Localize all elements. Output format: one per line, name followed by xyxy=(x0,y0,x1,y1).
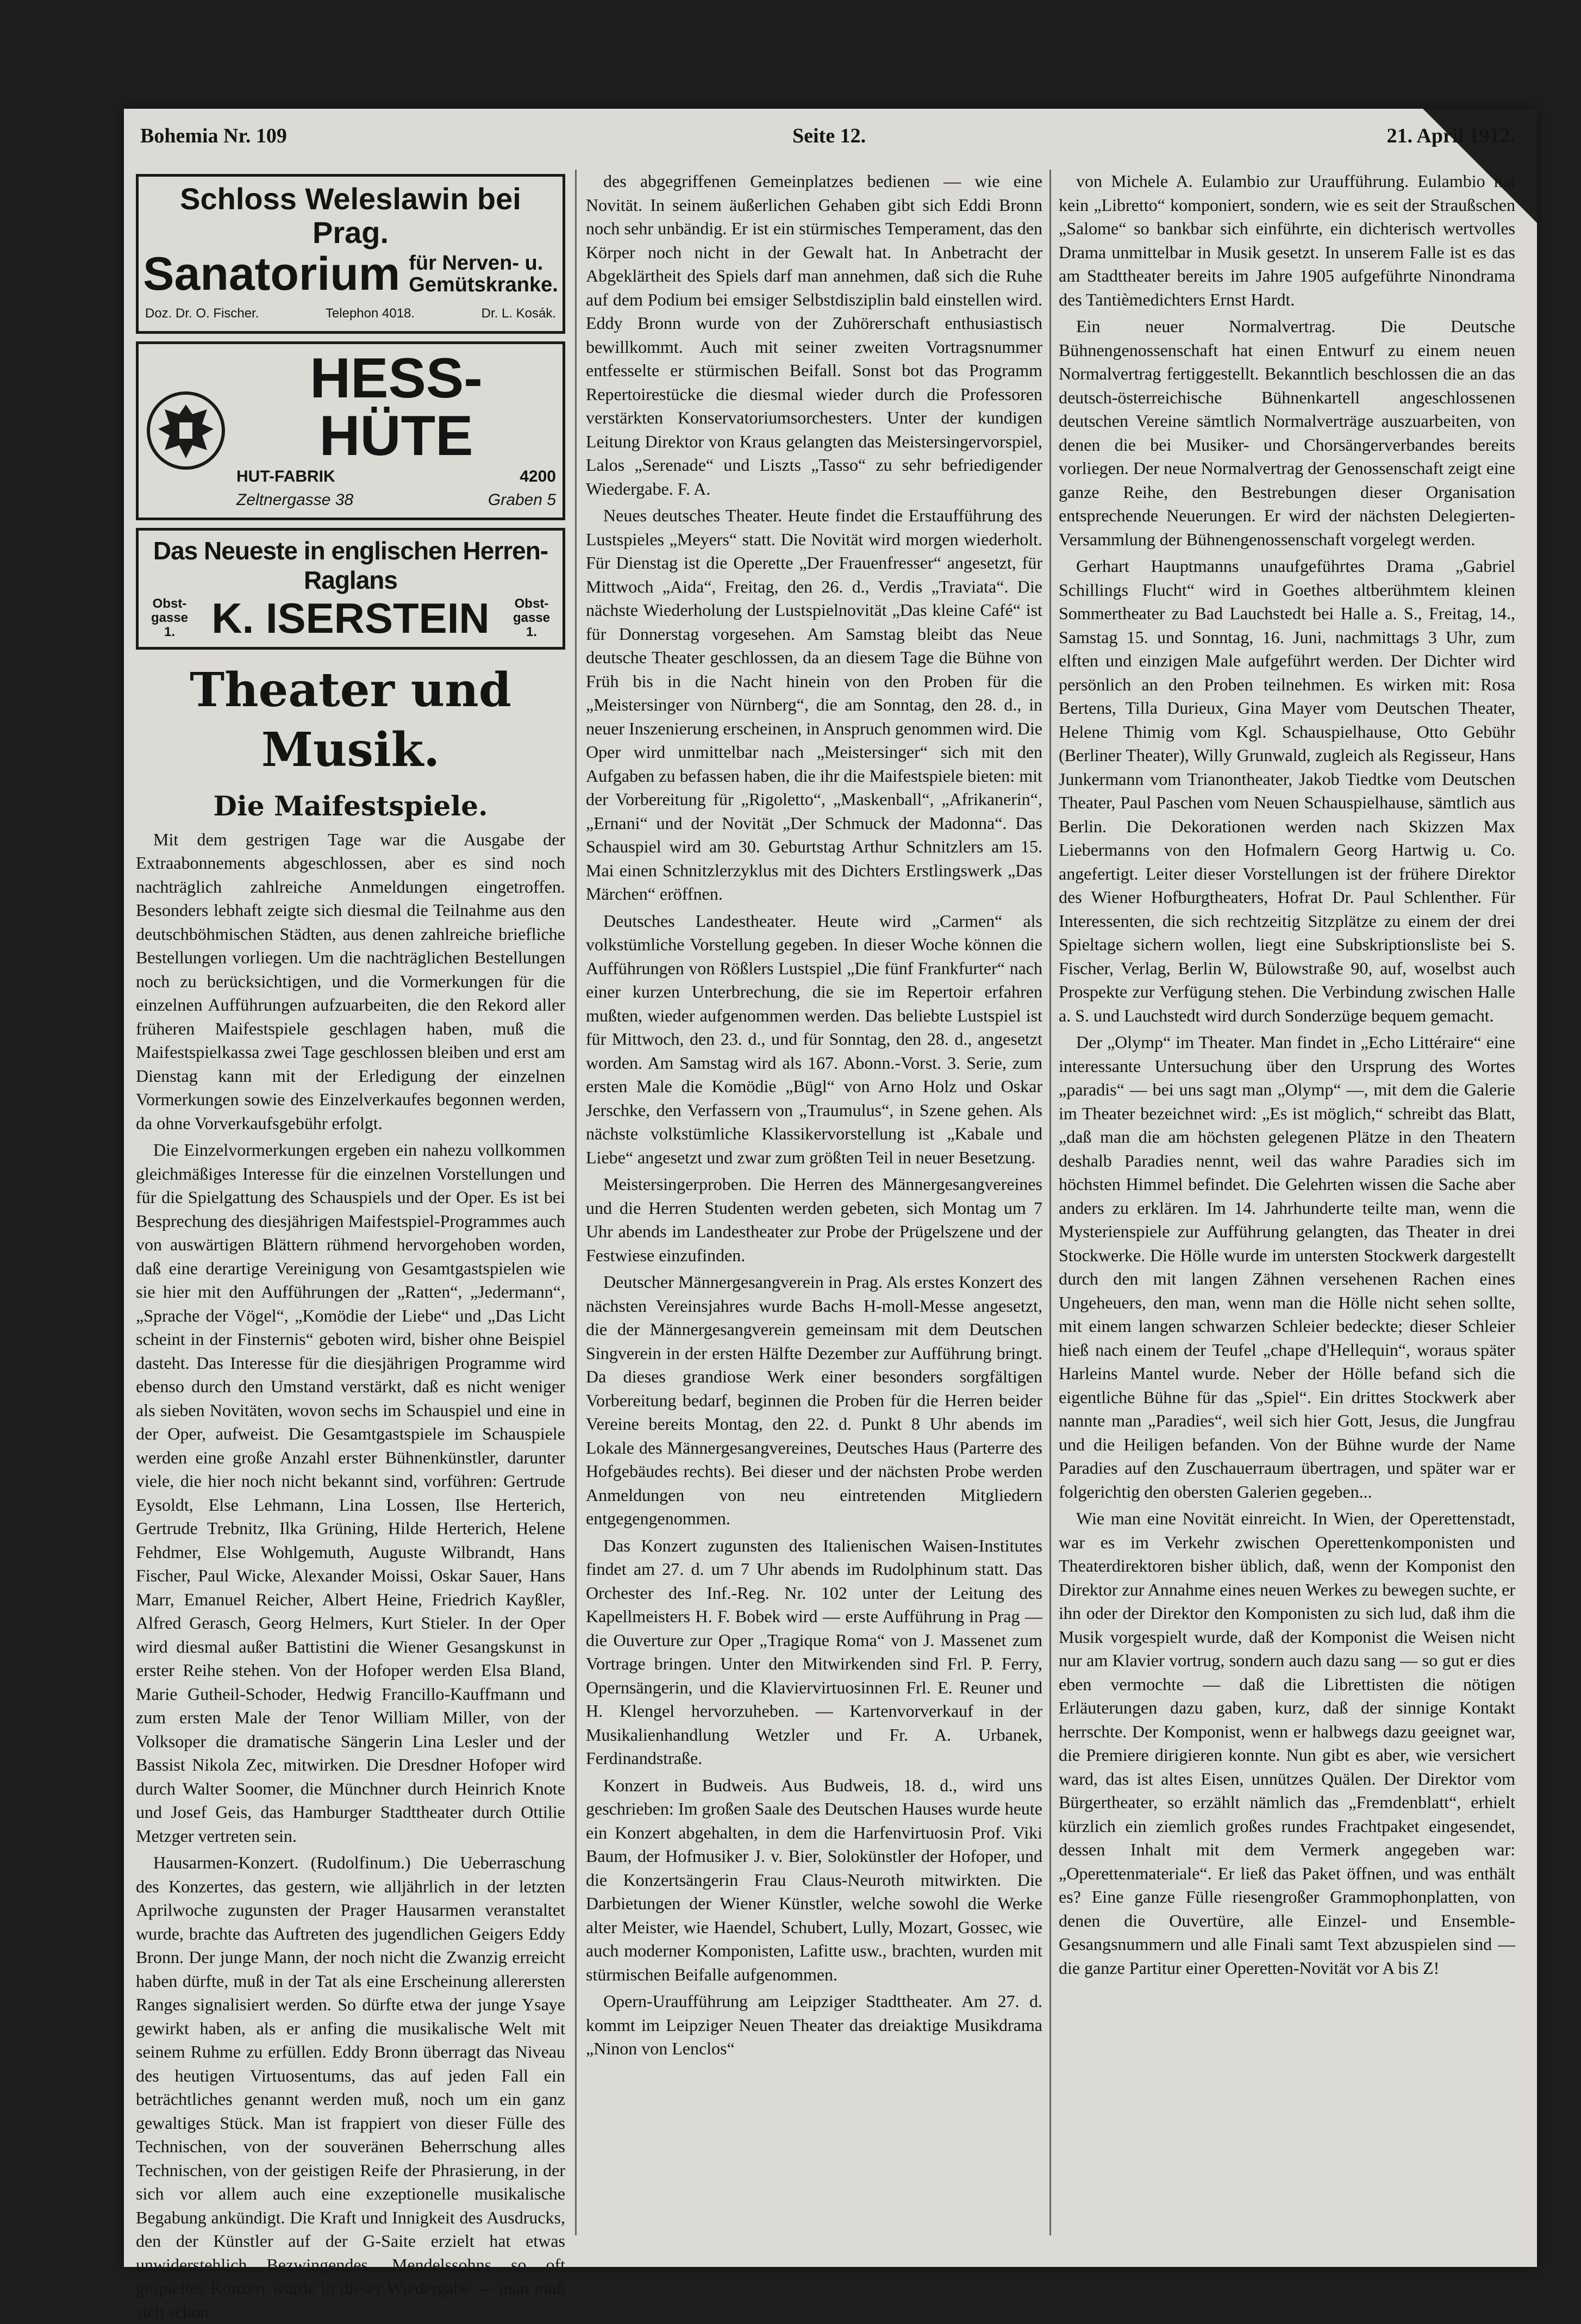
column-1 xyxy=(136,170,565,2322)
ad-hess-sub: HUT-FABRIK xyxy=(236,467,335,485)
ad-iserstein-line1: Das Neueste in englischen Herren-Raglans xyxy=(153,536,548,594)
paragraph: Gerhart Hauptmanns unaufgeführtes Drama „Gabriel Schillings Flucht“ wird in Goethes altberühmtem kleinen Sommertheater zu Bad Lauchstedt bei Halle a. S., Freitag, 14., Samstag 15. und Sonntag, 16. Juni, nachmittags 3 Uhr, zum elften und einzigen Male aufgeführt werden. Der Dichter wird persönlich an den Proben teilnehmen. Es wirken mit: Rosa Bertens, Tilla Durieux, Gina Mayer vom Deutschen Theater, Helene Thimig vom Kgl. Schauspielhause, Otto Gebühr (Berliner Theater), Willy Grunwald, zugleich als Regisseur, Hans Junkermann vom Trianontheater, Jakob Tiedtke vom Deutschen Theater, Paul Paschen vom Neuen Schauspielhause, sämtlich aus Berlin. Die Dekorationen werden nach Skizzen Max Liebermanns von den Hofmalern Georg Hartwig u. Co. angefertigt. Leiter dieser Vorstellungen ist der frühere Direktor des Wiener Hofburgtheaters, Hofrat Dr. Paul Schlenther. Für Interessenten, die sich rechtzeitig Sitzplätze zu einem der drei Spieltage sichern wollen, liegt eine Subskriptionsliste bei S. Fischer, Verlag, Berlin W, Bülowstraße 90, auf, woselbst auch Prospekte zur Verfügung stehen. Die Verbindung zwischen Halle a. S. und Lauchstedt wird durch Sonderzüge bequem gemacht. xyxy=(1059,556,1515,1025)
paragraph: von Michele A. Eulambio zur Uraufführung. Eulambio hat kein „Libretto“ komponiert, sondern, wie es seit der Straußschen „Salome“ so bankbar sich einführte, ein dichterisch wertvolles Drama unmittelbar in Musik gesetzt. In unserem Falle ist es das am Stadttheater bereits im Jahre 1905 aufgeführte Ninondrama des Tantièmedichters Ernst Hardt. xyxy=(1059,171,1515,309)
ad-iserstein xyxy=(136,528,565,650)
ad-sanatorium-line1: Schloss Weleslawin bei Prag. xyxy=(180,182,521,250)
ad-hess-addr-right: Graben 5 xyxy=(488,491,556,509)
ad-sanatorium-sub: für Nerven- u. Gemütskranke. xyxy=(409,252,558,296)
article-title: Die Maifestspiele. xyxy=(213,789,488,822)
paragraph: Deutsches Landestheater. Heute wird „Carmen“ als volkstümliche Vorstellung gegeben. In dieser Woche können die Aufführungen von Rößlers Lustspiel „Die fünf Frankfurter“ nach einer kurzen Unterbrechung, die sie im Repertoir erfahren mußten, wieder aufgenommen werden. Das beliebte Lustspiel ist für Mittwoch, den 23. d., und für Sonntag, den 28. d., angesetzt worden. Am Samstag wird als 167. Abonn.-Vorst. 3. Serie, zum ersten Male die Komödie „Bügl“ von Arno Holz und Oskar Jerschke, den Verfassern von „Traumulus“, in Szene gehen. Als nächste volkstümliche Klassikervorstellung ist „Kabale und Liebe“ angesetzt und zwar zum größten Teil in neuer Besetzung. xyxy=(586,911,1042,1167)
header-center: Seite 12. xyxy=(792,124,866,147)
ad-sanatorium xyxy=(136,174,565,334)
ad-iserstein-side-right: Obst-gasse 1. xyxy=(513,596,551,639)
paragraph: Ein neuer Normalvertrag. Die Deutsche Bühnengenossenschaft hat einen Entwurf zu einem neuen Normalvertrag fertiggestellt. Bekanntlich beschlossen die an das deutsch-österreichische Bühnenkartell angeschlossenen deutschen Vereine sämtlich Normalverträge auszuarbeiten, von denen die bei Musiker- und Chorsängerverbandes bereits vorliegen. Der neue Normalvertrag der Genossenschaft zeigt eine ganze Reihe, den Bestrebungen dieser Organisation entsprechende Neuerungen. Er wird der nächsten Delegierten-Versammlung der Bühnengenossenschaft vorgelegt werden. xyxy=(1059,316,1515,549)
page-header xyxy=(140,124,1515,157)
ad-sanatorium-left: Doz. Dr. O. Fischer. xyxy=(145,306,259,321)
newspaper-page xyxy=(124,109,1537,2322)
header-right: 21. April 1912. xyxy=(1386,124,1515,147)
paragraph: Das Konzert zugunsten des Italienischen Waisen-Institutes findet am 27. d. um 7 Uhr abends im Rudolphinum statt. Das Orchester des Inf.-Reg. Nr. 102 unter der Leitung des Kapellmeisters H. F. Bobek wird — erste Aufführung in Prag — die Ouverture zur Oper „Tragique Roma“ von J. Massenet zum Vortrage bringen. Unter den Mitwirkenden sind Frl. P. Ferry, Opernsängerin, und die Klaviervirtuosinnen Frl. E. Reuner und H. Klengel hervorzuheben. — Kartenvorverkauf in der Musikalienhandlung Wetzler und Fr. A. Urbanek, Ferdinandstraße. xyxy=(586,1535,1042,1768)
ad-sanatorium-right: Dr. L. Kosák. xyxy=(481,306,556,321)
column-2 xyxy=(586,170,1042,2235)
paragraph: des abgegriffenen Gemeinplatzes bedienen — wie eine Novität. In seinem äußerlichen Gehaben gibt sich Eddi Bronn noch sehr unbändig. Er ist ein stürmisches Temperament, das den Körper noch nicht in der Gewalt hat. In Anbetracht der Abgeklärtheit des Spiels darf man annehmen, daß sich die Ruhe auf dem Podium bei emsiger Selbstdisziplin bald einstellen wird. Eddy Bronn wurde von der Zuhörerschaft enthusiastisch bewillkommt. Auch mit seiner zweiten Vortragsnummer entfesselte er stürmischen Beifall. Sonst bot das Programm Repertoirestücke die diesmal wieder durch die Professoren verstärkten Konservatoriumsorchesters. Unter der kundigen Leitung Direktor von Kraus gelangten das Meistersingervorspiel, Lalos „Serenade“ und Liszts „Tasso“ zu sehr befriedigender Wiedergabe. F. A. xyxy=(586,171,1042,499)
paragraph: Opern-Uraufführung am Leipziger Stadttheater. Am 27. d. kommt im Leipziger Neuen Theater das dreiaktige Musikdrama „Ninon von Lenclos“ xyxy=(586,1991,1042,2058)
ad-sanatorium-name: Sanatorium xyxy=(143,248,401,300)
eagle-crest-icon xyxy=(145,390,227,471)
ad-hess-huete xyxy=(136,341,565,520)
ad-iserstein-name: K. ISERSTEIN xyxy=(211,594,490,642)
ad-hess-name: HESS-HÜTE xyxy=(310,346,483,468)
paragraph: Meistersingerproben. Die Herren des Männergesangvereines und die Herren Studenten werden gebeten, sich Montag um 7 Uhr abends im Landestheater zur Probe der Prügelszene und der Festwiese einzufinden. xyxy=(586,1174,1042,1265)
paragraph: Deutscher Männergesangverein in Prag. Als erstes Konzert des nächsten Vereinsjahres wurde Bachs H-moll-Messe angesetzt, die der Männergesangverein gemeinsam mit dem Deutschen Singverein in der ersten Hälfte Dezember zur Aufführung bringt. Da dieses grandiose Werk einer besonders sorgfältigen Vorbereitung bedarf, beginnen die Proben für die Herren beider Vereine bereits Montag, den 22. d. Punkt 8 Uhr abends im Lokale des Männergesangvereines, Deutsches Haus (Parterre des Hofgebäudes rechts). Bei dieser und der nächsten Probe werden Anmeldungen von neu eintretenden Mitgliedern entgegengenommen. xyxy=(586,1272,1042,1528)
section-title: Theater und Musik. xyxy=(190,662,511,777)
column-3 xyxy=(1059,170,1515,2235)
column-rule xyxy=(575,170,577,2235)
column-rule xyxy=(1049,170,1051,2235)
ad-hess-addr-left: Zeltnergasse 38 xyxy=(236,491,354,509)
ad-iserstein-side-left: Obst-gasse 1. xyxy=(151,596,189,639)
header-left: Bohemia Nr. 109 xyxy=(140,124,287,147)
paragraph: Neues deutsches Theater. Heute findet die Erstaufführung des Lustspieles „Meyers“ statt. Die Novität wird morgen wiederholt. Für Dienstag ist die Operette „Der Frauenfresser“ angesetzt, für Mittwoch „Aida“, Freitag, den 26. d., Verdis „Traviata“. Die nächste Wiederholung der Lustspielnovität „Das kleine Café“ ist für Donnerstag vorgesehen. Am Samstag bleibt das Neue deutsche Theater geschlossen, da an diesem Tage die Bühne von Früh bis in die Nacht hinein von den Proben für die „Meistersinger von Nürnberg“, die am Sonntag, den 28. d., in neuer Inszenierung erscheinen, in Anspruch genommen wird. Die Oper wird unmittelbar nach „Meistersinger“ sich mit den Aufgaben zu befassen haben, die ihr die Maifestspiele bieten: mit der Vorbereitung für „Rigoletto“, „Maskenball“, „Afrikanerin“, „Ernani“ und der Novität „Der Schmuck der Madonna“. Das Schauspiel wird am 30. Geburtstag Arthur Schnitzlers am 15. Mai einen Schnitzlerzyklus mit des Dichters Erstlingswerk „Das Märchen“ eröffnen. xyxy=(586,506,1042,904)
ad-hess-phone: 4200 xyxy=(520,467,556,485)
ad-sanatorium-phone: Telephon 4018. xyxy=(325,306,415,321)
paragraph: Konzert in Budweis. Aus Budweis, 18. d., wird uns geschrieben: Im großen Saale des Deutschen Hauses wurde heute ein Konzert abgehalten, in dem die Harfenvirtuosin Prof. Viki Baum, der Hofmusiker J. v. Bier, Solokünstler der Hofoper, und die Konzertsängerin Frau Claus-Neuroth mitwirkten. Die Darbietungen der Wiener Künstler, welche sowohl die Werke alter Meister, wie Haendel, Schubert, Lully, Mozart, Gossec, wie auch moderner Komponisten, Lafitte usw., brachten, wurden mit stürmischen Beifalle aufgenommen. xyxy=(586,1775,1042,1984)
paragraph: Die Einzelvormerkungen ergeben ein nahezu vollkommen gleichmäßiges Interesse für die einzelnen Vorstellungen und für die Spielgattung des Schauspiels und der Oper. Es ist bei Besprechung des diesjährigen Maifestspiel-Programmes auch von auswärtigen Blättern rühmend hervorgehoben worden, daß eine derartige Vereinigung von Gesamtgastspielen wie sie hier mit den Aufführungen der „Ratten“, „Jedermann“, „Sprache der Vögel“, „Komödie der Liebe“ und „Das Licht scheint in der Finsternis“ geboten wird, bisher ohne Beispiel dasteht. Das Interesse für die diesjährigen Programme wird ebenso durch den Umstand verstärkt, daß es nicht weniger als sieben Novitäten, wovon sechs im Schauspiel und eine in der Oper, aufweist. Die Gesamtgastspiele im Schauspiele werden eine große Anzahl erster Bühnenkünstler, darunter viele, die hier noch nicht bekannt sind, vorführen: Gertrude Eysoldt, Else Lehmann, Lina Lossen, Ilse Herterich, Gertrude Trebnitz, Ilka Grüning, Hilde Herterich, Helene Fehdmer, Else Wohlgemuth, Auguste Wilbrandt, Hans Fischer, Paul Wicke, Alexander Moissi, Oskar Sauer, Hans Marr, Emanuel Reicher, Albert Heine, Friedrich Kayßler, Alfred Gerasch, Georg Helmers, Kurt Stieler. In der Oper wird diesmal außer Battistini die Wiener Gesangskunst in erster Reihe stehen. Von der Hofoper werden Elsa Bland, Marie Gutheil-Schoder, Hedwig Francillo-Kauffmann und zum ersten Male der Tenor William Miller, von der Volksoper die dramatische Sängerin Lina Lesler und der Bassist Nikola Zec, mitwirken. Die Dresdner Hofoper wird durch Walter Soomer, die Münchner durch Heinrich Knote und Josef Geis, das Hamburger Stadttheater durch Ottilie Metzger vertreten sein. xyxy=(136,1140,565,1846)
paragraph: Wie man eine Novität einreicht. In Wien, der Operettenstadt, war es im Verkehr zwischen Operettenkomponisten und Theaterdirektoren bisher üblich, daß, wenn der Komponist den Direktor zur Annahme eines neuen Werkes zu bewegen suchte, er ihn oder der Direktor den Komponisten zu sich lud, daß ihm die Musik vorgespielt wurde, daß der Komponist die Weisen nicht nur am Klavier vortrug, sondern auch dazu sang — so gut er dies eben vermochte — daß die Librettisten die nötigen Erläuterungen dazu gaben, kurz, daß der sinnige Kontakt herrschte. Der Komponist, wenn er halbwegs dazu geeignet war, die Premiere dirigieren konnte. Nun gibt es aber, wie versichert ward, das ist altes Eisen, unnützes Quälen. Der Direktor vom Bürgertheater, so erzählt nämlich das „Fremdenblatt“, erhielt kürzlich ein ziemlich großes rundes Frachtpaket eingesendet, dessen Inhalt mit dem Vermerk angegeben war: „Operettenmateriale“. Er ließ das Paket öffnen, und was enthält es? Eine ganze Fülle riesengroßer Grammophonplatten, von denen die Ouvertüre, alle Einzel- und Ensemble-Gesangsnummern und alle Finali samt Text abzuspielen sind — die ganze Partitur einer Operetten-Novität vor A bis Z! xyxy=(1059,1509,1515,1978)
paragraph: Hausarmen-Konzert. (Rudolfinum.) Die Ueberraschung des Konzertes, das gestern, wie alljährlich in der letzten Aprilwoche zugunsten der Prager Hausarmen veranstaltet wurde, brachte das Auftreten des jugendlichen Geigers Eddy Bronn. Der junge Mann, der noch nicht die Zwanzig erreicht haben dürfte, muß in der Tat als eine Erscheinung allerersten Ranges signalisiert werden. So dürfte etwa der junge Ysaye gewirkt haben, als er anfing die musikalische Welt mit seinem Ruhme zu erfüllen. Eddy Bronn überragt das Niveau des heutigen Virtuosentums, das auf jeden Fall ein beträchtliches genannt werden muß, noch um ein ganz gewaltiges Stück. Man ist frappiert von dieser Fülle des Technischen, von der souveränen Beherrschung alles Technischen, von der geistigen Reife der Phrasierung, in der sich vor allem auch eine exzeptionelle musikalische Begabung ankündigt. Die Kraft und Innigkeit des Ausdrucks, den der Künstler auf der G-Saite erzielt hat etwas unwiderstehlich Bezwingendes. Mendelssohns so oft gespieltes Konzert wurde in dieser Wiedergabe — man muß sich schon xyxy=(136,1853,565,2322)
paragraph: Der „Olymp“ im Theater. Man findet in „Echo Littéraire“ eine interessante Untersuchung über den Ursprung des Wortes „paradis“ — bei uns sagt man „Olymp“ —, mit dem die Galerie im Theater bezeichnet wird: „Es ist möglich,“ schreibt das Blatt, „daß man die am höchsten gelegenen Plätze in den Theatern deshalb Paradies nennt, weil das wahre Paradies sich im höchsten Himmel befindet. Die Gelehrten wissen die Sache aber anders zu erklären. Im 14. Jahrhunderte teilte man, wenn die Mysterienspiele zur Aufführung gelangten, das Theater in drei Stockwerke. Die Hölle wurde im untersten Stockwerk dargestellt durch den mit langen Zähnen versehenen Rachen eines Ungeheuers, den man, wenn man die Hölle nicht sehen sollte, mit einem langen schwarzen Schleier bedeckte; dieser Schleier hieß nach einem der Teufel „chape d'Hellequin“, woraus später Harleins Mantel wurde. Neber der Hölle befand sich die eigentliche Bühne für das „Spiel“. Ein drittes Stockwerk aber nannte man „Paradies“, weil sich hier Gott, Jesus, die Jungfrau und die Heiligen befanden. Von der Bühne wurde der Name Paradies auf den Zuschauerraum übertragen, und später war er folgerichtig den obersten Galerien gegeben... xyxy=(1059,1032,1515,1501)
paragraph: Mit dem gestrigen Tage war die Ausgabe der Extraabonnements abgeschlossen, aber es sind noch nachträglich zahlreiche Anmeldungen eingetroffen. Besonders lebhaft zeigte sich diesmal die Teilnahme aus den deutschböhmischen Städten, aus denen zahlreiche briefliche Bestellungen vorliegen. Um die nachträglichen Bestellungen noch zu berücksichtigen, und die Vormerkungen für die einzelnen Aufführungen aufzuarbeiten, die den Rekord aller früheren Maifestspiele geschlagen haben, muß die Maifestspielkassa zwei Tage geschlossen bleiben und erst am Dienstag kann mit der Erledigung der einzelnen Vormerkungen sowie des Einzelverkaufes begonnen werden, da ohne Vorverkaufsgebühr erfolgt. xyxy=(136,829,565,1133)
